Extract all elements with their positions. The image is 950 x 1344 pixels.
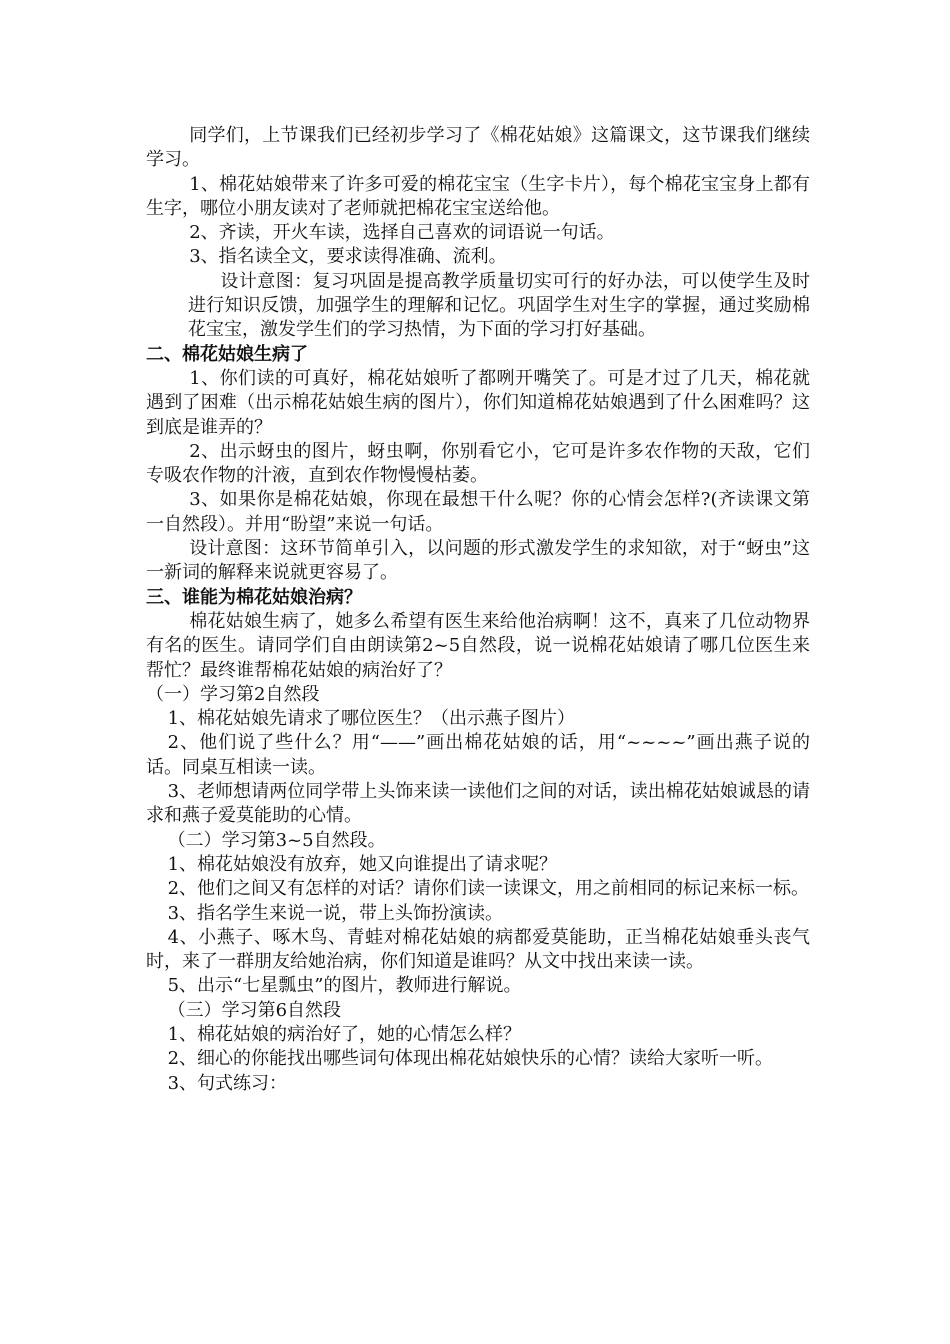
subsection-item: 2、细心的你能找出哪些词句体现出棉花姑娘快乐的心情？读给大家听一听。 [167, 1048, 774, 1070]
document-page [146, 124, 810, 1096]
section-item: 1、你们读的可真好，棉花姑娘听了都咧开嘴笑了。可是才过了几天，棉花就遇到了困难（出示棉花姑娘生病的图片），你们知道棉花姑娘遇到了什么困难吗？这到底是谁弄的？ [146, 367, 810, 438]
design-intent-block [188, 270, 810, 343]
subsection-item: 4、小燕子、啄木鸟、青蛙对棉花姑娘的病都爱莫能助，正当棉花姑娘垂头丧气时，来了一群朋友给她治病，你们知道是谁吗？从文中找出来读一读。 [146, 926, 810, 973]
intro-paragraph: 同学们，上节课我们已经初步学习了《棉花姑娘》这篇课文，这节课我们继续学习。 [146, 125, 810, 171]
subsection-item: 3、句式练习： [167, 1072, 288, 1094]
review-item: 2、齐读，开火车读，选择自己喜欢的词语说一句话。 [189, 222, 615, 244]
subsection-item: 2、他们之间又有怎样的对话？请你们读一读课文，用之前相同的标记来标一标。 [167, 878, 810, 900]
subsection-item: 1、棉花姑娘先请求了哪位医生？（出示燕子图片） [167, 708, 576, 730]
review-item: 3、指名读全文，要求读得准确、流利。 [189, 246, 507, 268]
section-intro: 棉花姑娘生病了，她多么希望有医生来给他治病啊！这不，真来了几位动物界有名的医生。请同学们自由朗读第2~5自然段，说一说棉花姑娘请了哪几位医生来帮忙？最终谁帮棉花姑娘的病治好了？ [146, 610, 810, 681]
subsection-item: 1、棉花姑娘的病治好了，她的心情怎么样？ [167, 1023, 522, 1045]
subsection-item: 2、他们说了些什么？用“——”画出棉花姑娘的话，用“~~~~”画出燕子说的话。同桌互相读一读。 [146, 732, 810, 778]
section-item: 3、如果你是棉花姑娘，你现在最想干什么呢？你的心情会怎样?(齐读课文第一自然段）。并用“盼望”来说一句话。 [146, 489, 810, 535]
subsection-heading: （一）学习第2自然段 [146, 683, 320, 705]
design-intent-paragraph: 设计意图：这环节简单引入，以问题的形式激发学生的求知欲，对于“蚜虫”这一新词的解释来说就更容易了。 [146, 538, 810, 584]
subsection-item: 1、棉花姑娘没有放弃，她又向谁提出了请求呢？ [167, 853, 558, 875]
subsection-heading: （三）学习第6自然段 [167, 999, 342, 1021]
subsection-item: 3、老师想请两位同学带上头饰来读一读他们之间的对话，读出棉花姑娘诚恳的请求和燕子爱莫能助的心情。 [146, 781, 810, 827]
design-intent-paragraph: 设计意图：复习巩固是提高教学质量切实可行的好办法，可以使学生及时进行知识反馈，加强学生的理解和记忆。巩固学生对生字的掌握，通过奖励棉花宝宝，激发学生们的学习热情，为下面的学习打好基础。 [188, 270, 810, 341]
section-heading: 二、棉花姑娘生病了 [146, 343, 308, 365]
section-heading: 三、谁能为棉花姑娘治病？ [146, 586, 362, 608]
subsection-item: 3、指名学生来说一说，带上头饰扮演读。 [167, 902, 504, 924]
section-item: 2、出示蚜虫的图片，蚜虫啊，你别看它小，它可是许多农作物的天敌，它们专吸农作物的汁液，直到农作物慢慢枯萎。 [146, 440, 810, 487]
review-item: 1、棉花姑娘带来了许多可爱的棉花宝宝（生字卡片），每个棉花宝宝身上都有生字，哪位小朋友读对了老师就把棉花宝宝送给他。 [146, 173, 810, 219]
subsection-item: 5、出示“七星瓢虫”的图片，教师进行解说。 [167, 975, 522, 997]
subsection-heading: （二）学习第3~5自然段。 [167, 829, 386, 851]
